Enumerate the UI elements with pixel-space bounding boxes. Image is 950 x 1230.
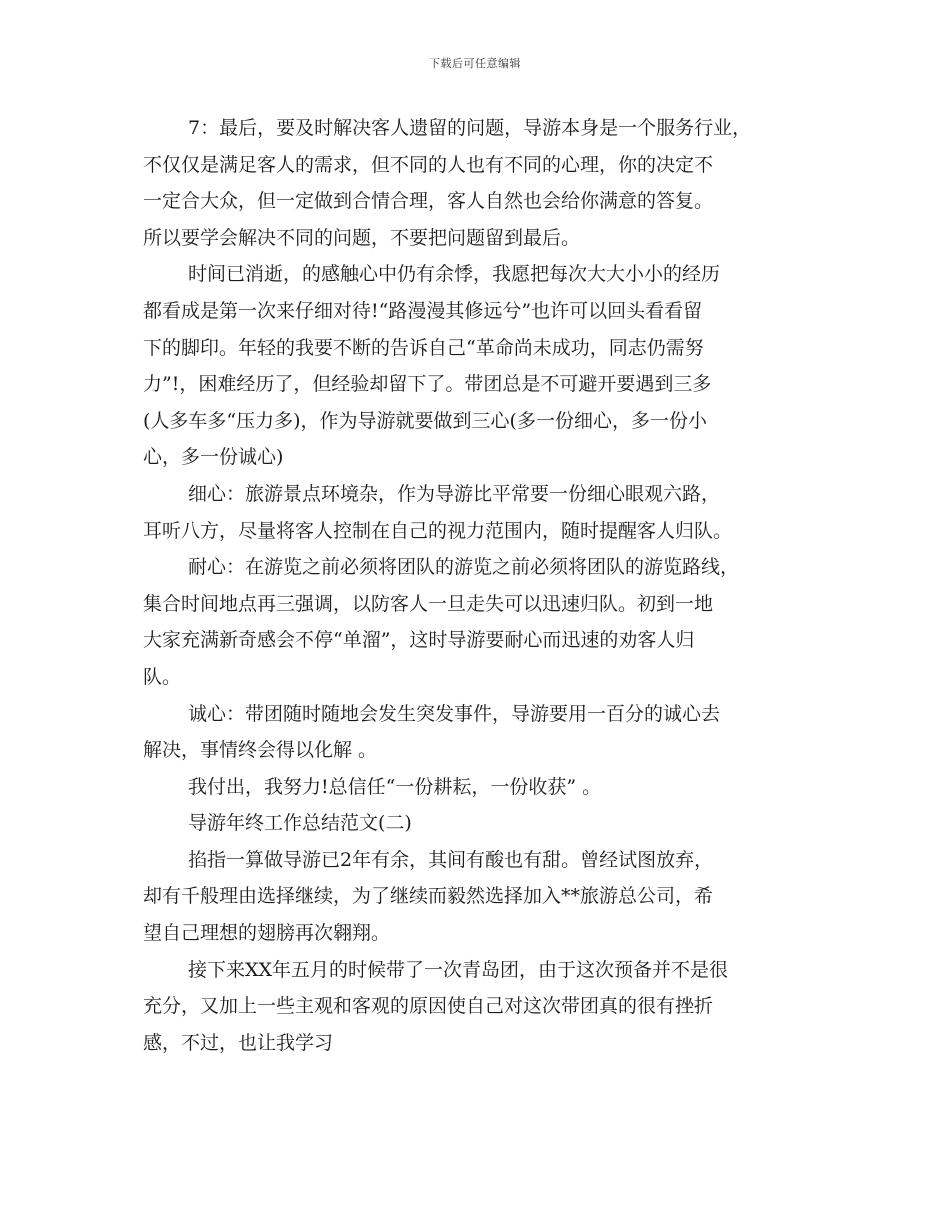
text-line: 所以要学会解决不同的问题，不要把问题留到最后。 (143, 226, 581, 249)
text-line: 不仅仅是满足客人的需求，但不同的人也有不同的心理，你的决定不 (143, 153, 714, 176)
text-line: 都看成是第一次来仔细对待!“路漫漫其修远兮”也许可以回头看看留 (143, 299, 703, 322)
text-line: 我付出，我努力!总信任“一份耕耘，一份收获” 。 (188, 775, 602, 798)
text-line: 接下来XX年五月的时候带了一次青岛团，由于这次预备并不是很 (188, 958, 729, 981)
text-line: 大家充满新奇感会不停“单溜”，这时导游要耐心而迅速的劝客人归 (143, 629, 695, 652)
text-line: 却有千般理由选择继续，为了继续而毅然选择加入**旅游总公司，希 (143, 885, 714, 908)
text-line: 下的脚印。年轻的我要不断的告诉自己“革命尚未成功，同志仍需努 (143, 336, 704, 359)
text-line: 一定合大众，但一定做到合情合理，客人自然也会给你满意的答复。 (143, 190, 714, 213)
page-header: 下载后可任意编辑 (429, 57, 521, 70)
text-line: 心，多一份诚心) (143, 446, 284, 469)
text-line: 诚心：带团随时随地会发生突发事件，导游要用一百分的诚心去 (188, 702, 721, 725)
text-line: 细心：旅游景点环境杂，作为导游比平常要一份细心眼观六路， (188, 482, 721, 505)
text-line: 掐指一算做导游已2年有余，其间有酸也有甜。曾经试图放弃， (188, 848, 714, 871)
text-line: 耳听八方，尽量将客人控制在自己的视力范围内，随时提醒客人归队。 (143, 519, 733, 542)
text-line: 感，不过，也让我学习 (143, 1031, 334, 1054)
text-line: 望自己理想的翅膀再次翱翔。 (143, 922, 391, 945)
text-line: 耐心：在游览之前必须将团队的游览之前必须将团队的游览路线， (188, 556, 740, 579)
text-line: 解决，事情终会得以化解 。 (143, 739, 378, 762)
document-body (143, 110, 813, 1061)
text-line: 7：最后，要及时解决客人遗留的问题，导游本身是一个服务行业， (188, 117, 752, 139)
text-line: 队。 (143, 665, 182, 688)
text-line: 时间已消逝，的感触心中仍有余悸，我愿把每次大大小小的经历 (188, 263, 721, 286)
text-line: (人多车多“压力多)，作为导游就要做到三心(多一份细心，多一份小 (143, 409, 707, 432)
text-line: 充分，又加上一些主观和客观的原因使自己对这次带团真的很有挫折 (143, 995, 714, 1018)
section-heading: 导游年终工作总结范文(二) (188, 812, 412, 835)
text-line: 力”!，困难经历了，但经验却留下了。带团总是不可避开要遇到三多 (143, 373, 712, 396)
text-line: 集合时间地点再三强调，以防客人一旦走失可以迅速归队。初到一地 (143, 592, 714, 615)
